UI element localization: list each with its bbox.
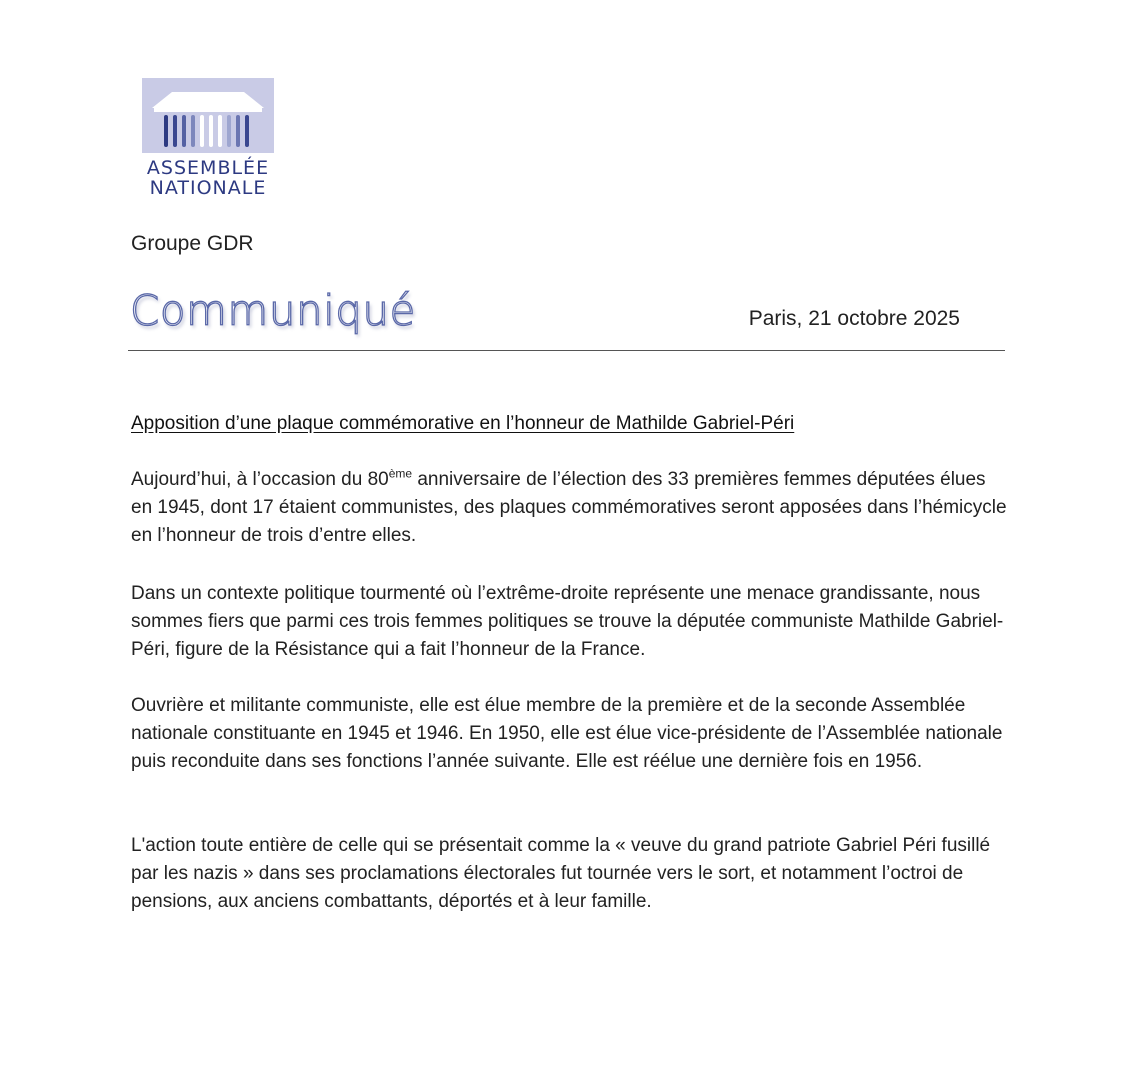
press-release-title: Apposition d’une plaque commémorative en l’honneur de Mathilde Gabriel-Péri [131, 413, 795, 434]
document-type-heading: Communiqué [130, 286, 416, 335]
paragraph-1-start: Aujourd’hui, à l’occasion du 80 [131, 469, 389, 490]
paragraph-1-rest: anniversaire de l’élection des 33 premières femmes députées élues en 1945, dont 17 étaient communistes, des plaques commémoratives seront apposées dans l’hémicycle en l’honneur de trois d’entre elles. [131, 469, 1007, 546]
logo-box [142, 78, 274, 153]
header-divider [128, 350, 1005, 351]
paragraph-4: L'action toute entière de celle qui se présentait comme la « veuve du grand patriote Gabriel Péri fusillé par les nazis » dans ses proclamations électorales fut tournée vers le sort, et notamment l’octroi de pensions, aux anciens combattants, déportés et à leur famille. [131, 835, 991, 912]
logo-text-line2: NATIONALE [149, 177, 267, 199]
ordinal-suffix: ème [388, 466, 413, 481]
group-name: Groupe GDR [131, 232, 254, 255]
paragraph-2: Dans un contexte politique tourmenté où l’extrême-droite représente une menace grandissante, nous sommes fiers que parmi ces trois femmes politiques se trouve la députée communiste Mathilde Gabriel-Péri, figure de la Résistance qui a fait l’honneur de la France. [131, 583, 1004, 660]
paragraph-1 [131, 466, 1011, 550]
logo-text-line1: ASSEMBLÉE [146, 157, 270, 179]
assemblee-nationale-building-icon [142, 78, 274, 153]
date-line: Paris, 21 octobre 2025 [748, 307, 960, 330]
paragraph-3: Ouvrière et militante communiste, elle est élue membre de la première et de la seconde Assemblée nationale constituante en 1945 et 1946. En 1950, elle est élue vice-présidente de l’Assemblée nationale puis reconduite dans ses fonctions l’année suivante. Elle est réélue une dernière fois en 1956. [131, 695, 1003, 772]
assemblee-nationale-logo [138, 78, 278, 202]
